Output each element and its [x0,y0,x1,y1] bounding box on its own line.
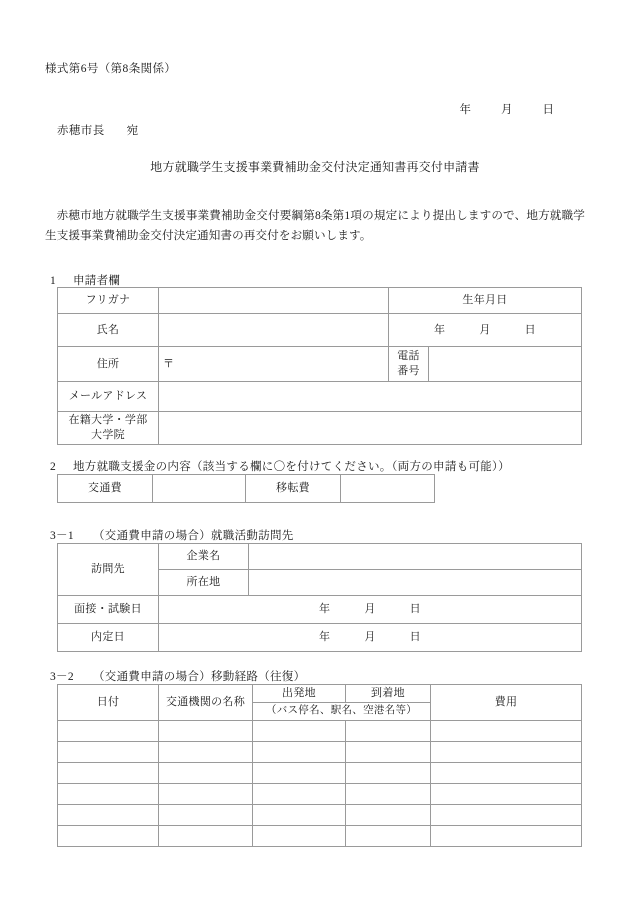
name-value[interactable] [159,314,389,347]
date-month-label: 月 [501,104,513,116]
cell-date[interactable] [58,784,159,805]
company-name-label: 企業名 [159,544,249,570]
relocation-fee-label: 移転費 [246,475,341,503]
section2-title: 地方就職支援金の内容（該当する欄に〇を付けてください。（両方の申請も可能）） [73,461,510,473]
cell-arrival[interactable] [346,826,431,847]
document-title: 地方就職学生支援事業費補助金交付決定通知書再交付申請書 [150,160,480,174]
cell-transport[interactable] [159,721,253,742]
section3-2-heading [50,668,305,684]
telephone-value[interactable] [429,347,582,382]
cell-date[interactable] [58,721,159,742]
cell-cost[interactable] [431,742,582,763]
offer-year-label: 年 [319,631,331,644]
transport-fee-label: 交通費 [58,475,153,503]
interview-date-slots [159,602,581,617]
cell-cost[interactable] [431,805,582,826]
email-label: メールアドレス [58,382,159,412]
form-number: 様式第6号（第8条関係） [45,63,177,75]
interview-month-label: 月 [364,603,376,616]
table-row [58,475,435,503]
cell-cost[interactable] [431,763,582,784]
addressee-name: 赤穂市長 [57,125,105,137]
date-day-label: 日 [542,104,554,116]
cell-date[interactable] [58,805,159,826]
cell-transport[interactable] [159,805,253,826]
telephone-label [389,347,429,382]
interview-date-value[interactable] [159,596,582,624]
furigana-value[interactable] [159,288,389,314]
address-label: 住所 [58,347,159,382]
addressee-line [57,122,139,138]
section2-number: 2 [50,461,57,473]
table-row [58,805,582,826]
cell-date[interactable] [58,826,159,847]
cell-cost[interactable] [431,784,582,805]
table-row [58,412,582,445]
email-value[interactable] [159,382,582,412]
section3-2-title: （交通費申請の場合）移動経路（往復） [93,671,306,683]
university-label [58,412,159,445]
table-row [58,784,582,805]
location-value[interactable] [249,570,582,596]
cell-departure[interactable] [253,784,346,805]
cell-departure[interactable] [253,742,346,763]
postal-mark-icon: 〒 [163,357,175,370]
birthdate-label: 生年月日 [389,288,582,314]
column-header-date: 日付 [58,685,159,721]
birthdate-slots [389,323,581,338]
offer-date-slots [159,630,581,645]
section2-heading [50,458,510,474]
section3-2-number: 3－2 [50,671,74,683]
cell-transport[interactable] [159,742,253,763]
university-value[interactable] [159,412,582,445]
table-row [58,382,582,412]
section1-number: 1 [50,275,57,287]
relocation-fee-check[interactable] [341,475,435,503]
visit-destination-table [57,543,582,652]
cell-departure[interactable] [253,763,346,784]
cell-arrival[interactable] [346,763,431,784]
company-name-value[interactable] [249,544,582,570]
birthdate-value[interactable] [389,314,582,347]
date-line [0,101,630,117]
section3-1-title: （交通費申請の場合）就職活動訪問先 [93,530,294,542]
cell-departure[interactable] [253,805,346,826]
offer-month-label: 月 [364,631,376,644]
table-row [58,314,582,347]
visit-destination-label: 訪問先 [58,544,159,596]
table-row [58,288,582,314]
address-value[interactable] [159,347,389,382]
interview-day-label: 日 [409,603,421,616]
table-row [58,596,582,624]
cell-date[interactable] [58,763,159,784]
birth-month-label: 月 [479,323,491,336]
table-row [58,624,582,652]
cell-arrival[interactable] [346,784,431,805]
cell-cost[interactable] [431,826,582,847]
section1-title: 申請者欄 [73,275,121,287]
table-row [58,347,582,382]
cell-transport[interactable] [159,763,253,784]
telephone-label-line1: 電話 [397,350,420,363]
location-label: 所在地 [159,570,249,596]
transport-fee-check[interactable] [153,475,246,503]
offer-date-value[interactable] [159,624,582,652]
table-row [58,544,582,570]
table-row [58,763,582,784]
furigana-label: フリガナ [58,288,159,314]
offer-date-label: 内定日 [58,624,159,652]
telephone-label-line2: 番号 [397,365,420,377]
table-row [58,721,582,742]
interview-year-label: 年 [319,603,331,616]
table-row [58,826,582,847]
cell-transport[interactable] [159,784,253,805]
column-header-arrival: 到着地 [346,685,431,703]
section3-1-heading [50,527,294,543]
date-year-label: 年 [459,104,471,116]
column-header-transport: 交通機関の名称 [159,685,253,721]
cell-date[interactable] [58,742,159,763]
cell-departure[interactable] [253,826,346,847]
table-row [58,742,582,763]
birth-day-label: 日 [524,323,536,336]
support-type-table [57,474,435,503]
cell-departure[interactable] [253,721,346,742]
column-header-place-note: （バス停名、駅名、空港名等） [253,703,431,721]
cell-arrival[interactable] [346,742,431,763]
birth-year-label: 年 [434,323,446,336]
applicant-table [57,287,582,445]
cell-arrival[interactable] [346,805,431,826]
table-header-row [58,685,582,703]
column-header-departure: 出発地 [253,685,346,703]
university-label-line1: 在籍大学・学部 [68,414,148,427]
offer-day-label: 日 [409,631,421,644]
travel-route-table [57,684,582,847]
section3-1-number: 3－1 [50,530,74,542]
interview-date-label: 面接・試験日 [58,596,159,624]
name-label: 氏名 [58,314,159,347]
addressee-suffix: 宛 [126,125,139,137]
section1-heading [50,272,120,288]
university-label-line2: 大学院 [91,429,125,441]
cell-transport[interactable] [159,826,253,847]
body-paragraph: 赤穂市地方就職学生支援事業費補助金交付要綱第8条第1項の規定により提出しますので、地方就職学生支援事業費補助金交付決定通知書の再交付をお願いします。 [45,209,585,243]
column-header-cost: 費用 [431,685,582,721]
cell-arrival[interactable] [346,721,431,742]
cell-cost[interactable] [431,721,582,742]
